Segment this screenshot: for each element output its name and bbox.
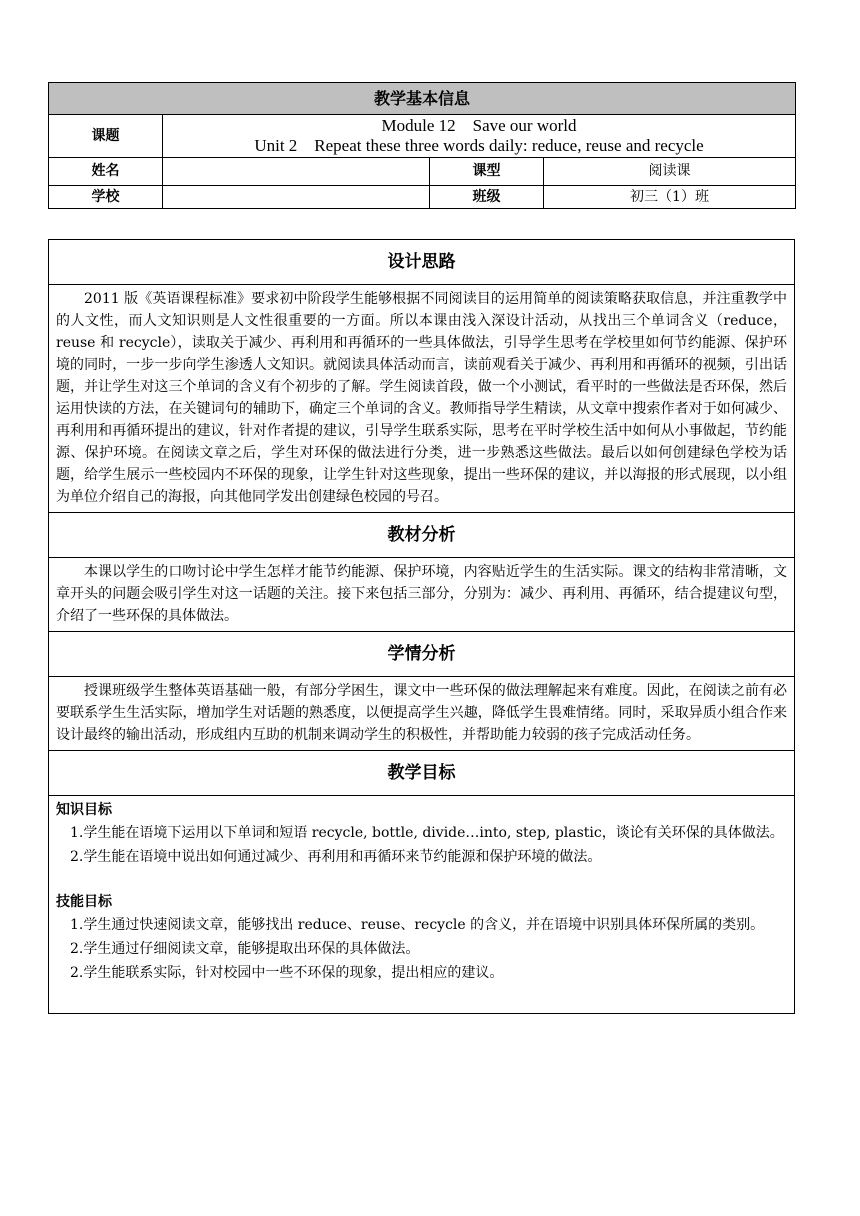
- skill-goal-item: 1.学生通过快速阅读文章，能够找出 reduce、reuse、recycle 的含义，并在语境中识别具体环保所属的类别。: [70, 917, 765, 933]
- material-analysis-body: [49, 558, 794, 632]
- topic-label: 课题: [49, 115, 163, 158]
- design-ideas-text: 2011 版《英语课程标准》要求初中阶段学生能够根据不同阅读目的运用简单的阅读策略获取信息，并注重教学中的人文性，而人文知识则是人文性很重要的一方面。所以本课由浅入深设计活动，从找出三个单词含义（reduce，reuse 和 recycle），读取关于减少、再利用和再循环的一些具体做法，引导学生思考在学校里如何节约能源、保护环境的同时，一步一步向学生渗透人文知识。就阅读具体活动而言，读前观看关于减少、再利用和再循环的视频，引出话题，并让学生对这三个单词的含义有个初步的了解。学生阅读首段，做一个小测试，看平时的一些做法是否环保，然后运用快读的方法，在关键词句的辅助下，确定三个单词的含义。教师指导学生精读，从文章中搜索作者对于如何减少、再利用和再循环提出的建议，针对作者提的建议，引导学生联系实际，思考在平时学校生活中如何从小事做起，节约能源、保护环境。在阅读文章之后，学生对环保的做法进行分类，进一步熟悉这些做法。最后以如何创建绿色学校为话题，给学生展示一些校园内不环保的现象，让学生针对这些现象，提出一些环保的建议，并以海报的形式展现，以小组为单位介绍自己的海报，向其他同学发出创建绿色校园的号召。: [56, 291, 787, 505]
- teaching-goals-body: [49, 796, 794, 1013]
- lesson-type-value: 阅读课: [544, 158, 796, 186]
- class-label: 班级: [430, 186, 544, 209]
- material-analysis-text: 本课以学生的口吻讨论中学生怎样才能节约能源、保护环境，内容贴近学生的生活实际。课文的结构非常清晰，文章开头的问题会吸引学生对这一话题的关注。接下来包括三部分，分别为：减少、再利用、再循环，结合提建议句型，介绍了一些环保的具体做法。: [56, 564, 787, 624]
- school-label: 学校: [49, 186, 163, 209]
- skill-goal-item: 2.学生通过仔细阅读文章，能够提取出环保的具体做法。: [70, 941, 420, 957]
- design-ideas-title: 设计思路: [49, 240, 794, 285]
- design-ideas-body: [49, 285, 794, 513]
- name-label: 姓名: [49, 158, 163, 186]
- material-analysis-title: 教材分析: [49, 513, 794, 558]
- teaching-goals-title: 教学目标: [49, 751, 794, 796]
- student-analysis-body: [49, 677, 794, 751]
- skill-goals-heading: 技能目标: [56, 894, 112, 910]
- student-analysis-text: 授课班级学生整体英语基础一般，有部分学困生，课文中一些环保的做法理解起来有难度。因此，在阅读之前有必要联系学生生活实际，增加学生对话题的熟悉度，以便提高学生兴趣，降低学生畏难情绪。同时，采取异质小组合作来设计最终的输出活动，形成组内互助的机制来调动学生的积极性，并帮助能力较弱的孩子完成活动任务。: [56, 683, 787, 743]
- lesson-design-table: [48, 239, 795, 1014]
- student-analysis-title: 学情分析: [49, 632, 794, 677]
- basic-info-header: 教学基本信息: [49, 83, 796, 115]
- skill-goal-item: 2.学生能联系实际，针对校园中一些不环保的现象，提出相应的建议。: [70, 965, 504, 981]
- name-value: [163, 158, 430, 186]
- knowledge-goal-item: 2.学生能在语境中说出如何通过减少、再利用和再循环来节约能源和保护环境的做法。: [70, 849, 602, 865]
- topic-line-unit: Unit 2 Repeat these three words daily: reduce, reuse and recycle: [254, 136, 704, 155]
- school-value: [163, 186, 430, 209]
- topic-value: [163, 115, 796, 158]
- class-value: 初三（1）班: [544, 186, 796, 209]
- knowledge-goal-item: 1.学生能在语境下运用以下单词和短语 recycle, bottle, divide…into, step, plastic，谈论有关环保的具体做法。: [70, 825, 784, 841]
- topic-line-module: Module 12 Save our world: [381, 116, 577, 135]
- basic-info-table: [48, 82, 796, 209]
- knowledge-goals-heading: 知识目标: [56, 802, 112, 818]
- lesson-type-label: 课型: [430, 158, 544, 186]
